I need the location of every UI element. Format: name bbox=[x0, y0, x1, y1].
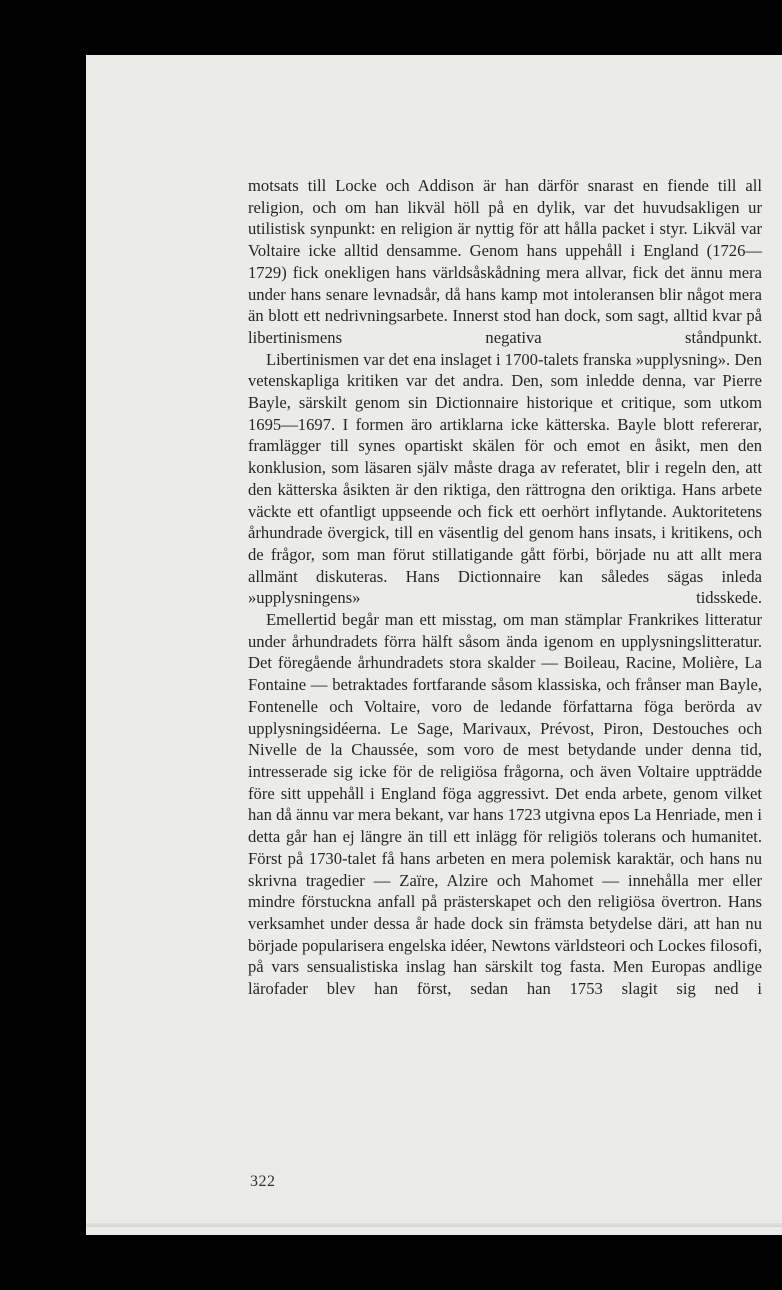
paragraph-2: Libertinismen var det ena inslaget i 1700-talets franska »upplysning». Den vetenskapliga kritiken var det andra. Den, som inledde denna, var Pierre Bayle, särskilt genom sin Dictionnaire historique et critique, som utkom 1695—1697. I formen äro artiklarna icke kätterska. Bayle blott refererar, framlägger till synes opartiskt skälen för och emot en åsikt, men den konklusion, som läsaren själv måste draga av referatet, blir i regeln den, att den kätterska åsikten är den riktiga, den rättrogna den oriktiga. Hans arbete väckte ett ofantligt uppseende och fick ett oerhört inflytande. Auktoritetens århundrade övergick, till en väsentlig del genom hans insats, i kritikens, och de frågor, som man förut stillatigande gått förbi, började nu att allt mera allmänt diskuteras. Hans Dictionnaire kan således sägas inleda »upplysningens» tidsskede. bbox=[248, 349, 762, 608]
page-number: 322 bbox=[250, 1173, 276, 1190]
paragraph-1: motsats till Locke och Addison är han därför snarast en fiende till all religion, och om han likväl höll på en dylik, var det huvudsakligen ur utilistisk synpunkt: en religion är nyttig för att hålla packet i styr. Likväl var Voltaire icke alltid densamme. Genom hans uppehåll i England (1726—1729) fick onekligen hans världsåskådning mera allvar, fick det ännu mera under hans senare levnadsår, då hans kamp mot intoleransen blir något mera än blott ett nedrivningsarbete. Innerst stod han dock, som sagt, alltid kvar på libertinismens negativa ståndpunkt. bbox=[248, 176, 762, 347]
book-page bbox=[86, 55, 782, 1235]
paragraph-3: Emellertid begår man ett misstag, om man stämplar Frankrikes litteratur under århundradets förra hälft såsom ända igenom en upplysningslitteratur. Det föregående århundradets stora skalder — Boileau, Racine, Molière, La Fontaine — betraktades fortfarande såsom klassiska, och frånser man Bayle, Fontenelle och Voltaire, voro de ledande författarna föga berörda av upplysningsidéerna. Le Sage, Marivaux, Prévost, Piron, Destouches och Nivelle de la Chaussée, som voro de mest betydande under denna tid, intresserade sig icke för de religiösa frågorna, och även Voltaire uppträdde före sitt uppehåll i England föga aggressivt. Det enda arbete, genom vilket han då ännu var mera bekant, var hans 1723 utgivna epos La Henriade, men i detta går han ej längre än till ett inlägg för religiös tolerans och humanitet. Först på 1730-talet få hans arbeten en mera polemisk karaktär, och hans nu skrivna tragedier — Zaïre, Alzire och Mahomet — innehålla mer eller mindre förstuckna anfall på prästerskapet och den religiösa övertron. Hans verksamhet under dessa år hade dock sin främsta betydelse däri, att han nu började popularisera engelska idéer, Newtons världsteori och Lockes filosofi, på vars sensualistiska inslag han särskilt tog fasta. Men Europas andlige lärofader blev han först, sedan han 1753 slagit sig ned i bbox=[248, 610, 762, 999]
body-text bbox=[248, 175, 762, 1000]
